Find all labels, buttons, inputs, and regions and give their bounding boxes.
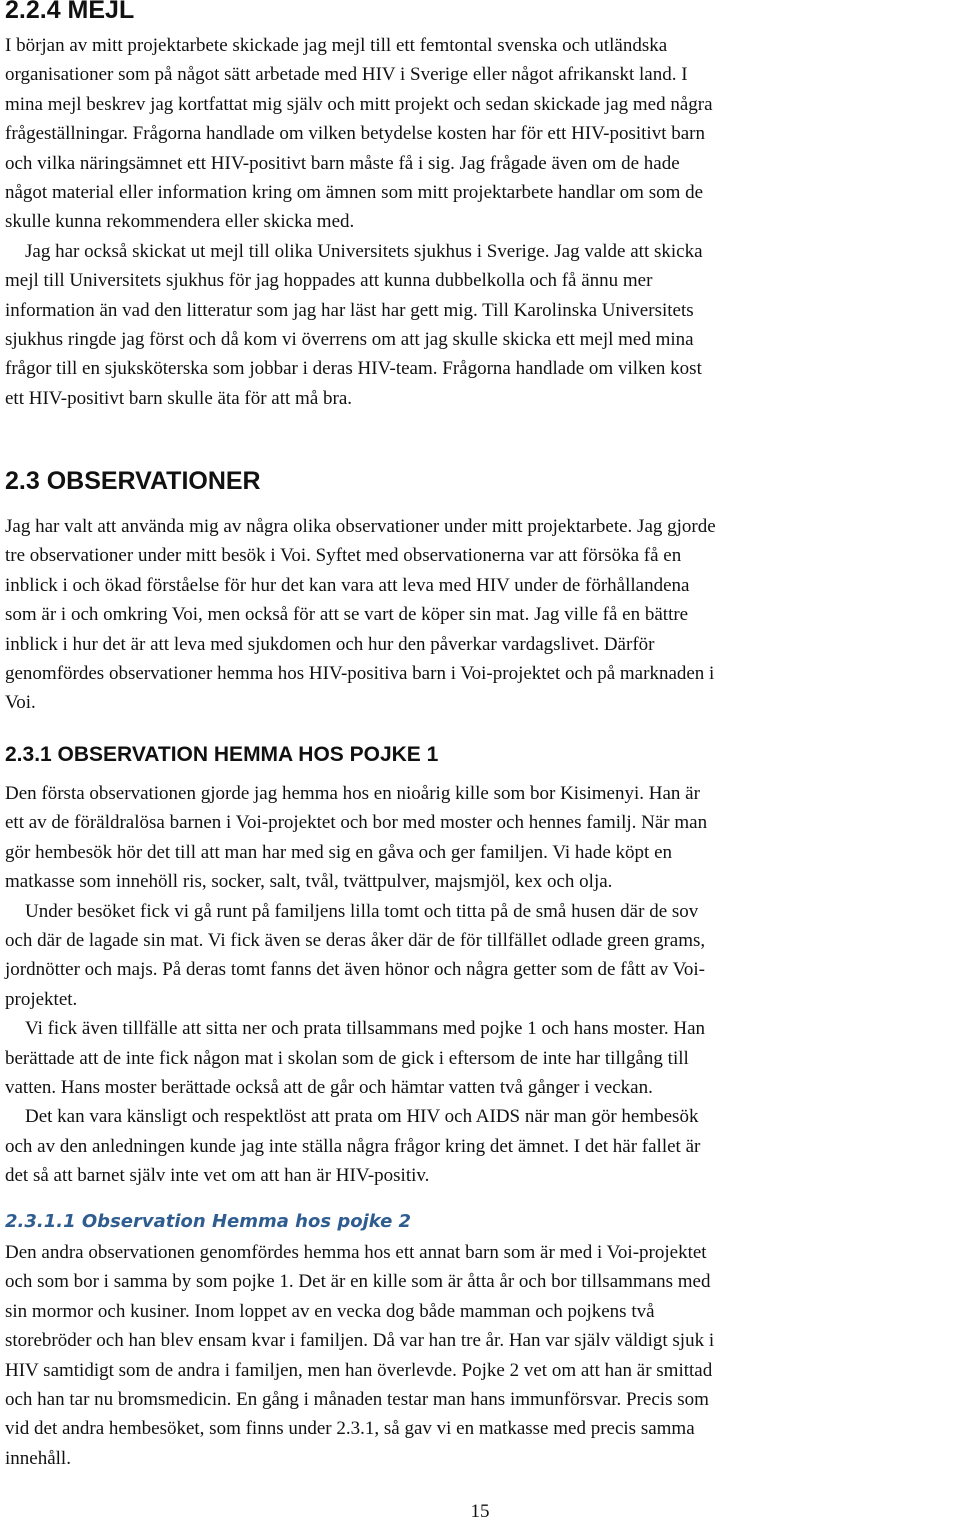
text-line: Under besöket fick vi gå runt på familjens lilla tomt och titta på de små husen där de sov xyxy=(25,900,699,922)
text-line: och vilka näringsämnet ett HIV-positivt barn måste få i sig. Jag frågade även om de hade xyxy=(5,152,680,174)
text-line: organisationer som på något sätt arbetade med HIV i Sverige eller något afrikanskt land. I xyxy=(5,64,688,86)
text-line: frågor till en sjuksköterska som jobbar i deras HIV-team. Frågorna handlade om vilken kost xyxy=(5,358,702,380)
paragraph-pojke-2 xyxy=(5,1238,960,1473)
text-line: I början av mitt projektarbete skickade jag mejl till ett femtontal svenska och utländska xyxy=(5,35,668,56)
text-line: sin mormor och kusiner. Inom loppet av en vecka dog både mamman och pojkens två xyxy=(5,1300,655,1322)
paragraph-observationer xyxy=(5,512,960,718)
text-line: inblick i och ökad förståelse för hur det kan vara att leva med HIV under de förhållandena xyxy=(5,574,690,596)
text-line: Jag har valt att använda mig av några olika observationer under mitt projektarbete. Jag gjorde xyxy=(5,516,716,537)
text-line: HIV samtidigt som de andra i familjen, men han överlevde. Pojke 2 vet om att han är smittad xyxy=(5,1359,713,1381)
text-line: ett av de föräldralösa barnen i Voi-projektet och bor med moster och hennes familj. När man xyxy=(5,812,708,834)
text-line: Voi. xyxy=(5,692,36,714)
text-line: Vi fick även tillfälle att sitta ner och prata tillsammans med pojke 1 och hans moster. Han xyxy=(25,1018,706,1040)
text-line: matkasse som innehöll ris, socker, salt, tvål, tvättpulver, majsmjöl, kex och olja. xyxy=(5,871,613,893)
text-line: Den andra observationen genomfördes hemma hos ett annat barn som är med i Voi-projektet xyxy=(5,1242,707,1263)
text-line: som är i och omkring Voi, men också för att se vart de köper sin mat. Jag ville få en bättre xyxy=(5,604,689,626)
text-line: frågeställningar. Frågorna handlade om vilken betydelse kosten har för ett HIV-positivt barn xyxy=(5,123,705,145)
text-line: och av den anledningen kunde jag inte ställa några frågor kring det ämnet. I det här fallet är xyxy=(5,1135,701,1157)
text-line: mina mejl beskrev jag kortfattat mig själv och mitt projekt och sedan skickade jag med några xyxy=(5,93,713,115)
text-line: vatten. Hans moster berättade också att de går och hämtar vatten två gånger i veckan. xyxy=(5,1076,653,1098)
text-line: information än vad den litteratur som jag har läst har gett mig. Till Karolinska Universitets xyxy=(5,299,694,321)
heading-pojke-2: 2.3.1.1 Observation Hemma hos pojke 2 xyxy=(5,1211,412,1232)
text-line: skulle kunna rekommendera eller skicka med. xyxy=(5,211,355,233)
text-line: och som bor i samma by som pojke 1. Det är en kille som är åtta år och bor tillsammans med xyxy=(5,1271,711,1293)
page-number: 15 xyxy=(470,1501,490,1522)
text-line: ett HIV-positivt barn skulle äta för att må bra. xyxy=(5,387,353,409)
text-line: inblick i hur det är att leva med sjukdomen och hur den påverkar vardagslivet. Därför xyxy=(5,633,655,655)
text-line: projektet. xyxy=(5,988,78,1010)
paragraph-mejl xyxy=(5,31,960,413)
text-line: innehåll. xyxy=(5,1447,71,1469)
text-line: genomfördes observationer hemma hos HIV-positiva barn i Voi-projektet och på marknaden i xyxy=(5,662,715,684)
text-line: det så att barnet själv inte vet om att han är HIV-positiv. xyxy=(5,1165,430,1187)
heading-pojke-1: 2.3.1 OBSERVATION HEMMA HOS POJKE 1 xyxy=(5,743,439,766)
text-line: och han tar nu bromsmedicin. En gång i månaden testar man hans immunförsvar. Precis som xyxy=(5,1388,709,1410)
text-line: något material eller information kring om ämnen som mitt projektarbete handlar om som de xyxy=(5,181,704,203)
text-line: mejl till Universitets sjukhus för jag hoppades att kunna dubbelkolla och få ännu mer xyxy=(5,270,653,292)
text-line: storebröder och han blev ensam kvar i familjen. Då var han tre år. Han var själv väldigt sjuk i xyxy=(5,1330,715,1352)
text-line: berättade att de inte fick någon mat i skolan som de gick i eftersom de inte har tillgång till xyxy=(5,1047,689,1069)
text-line: sjukhus ringde jag först och då kom vi överrens om att jag skulle skicka ett mejl med mina xyxy=(5,328,694,350)
text-line: gör hembesök hör det till att man har med sig en gåva och ger familjen. Vi hade köpt en xyxy=(5,841,673,863)
heading-observationer: 2.3 OBSERVATIONER xyxy=(5,467,261,495)
heading-mejl: 2.2.4 MEJL xyxy=(5,0,135,24)
text-line: tre observationer under mitt besök i Voi. Syftet med observationerna var att försöka få en xyxy=(5,545,682,567)
paragraph-pojke-1 xyxy=(5,779,960,1190)
text-line: och där de lagade sin mat. Vi fick även se deras åker där de för tillfället odlade green grams, xyxy=(5,929,706,951)
text-line: Den första observationen gjorde jag hemma hos en nioårig kille som bor Kisimenyi. Han är xyxy=(5,783,700,804)
text-line: jordnötter och majs. På deras tomt fanns det även hönor och några getter som de fått av Voi- xyxy=(5,959,705,981)
text-line: Jag har också skickat ut mejl till olika Universitets sjukhus i Sverige. Jag valde att skicka xyxy=(25,240,703,262)
text-line: Det kan vara känsligt och respektlöst att prata om HIV och AIDS när man gör hembesök xyxy=(25,1106,699,1128)
text-line: vid det andra hembesöket, som finns under 2.3.1, så gav vi en matkasse med precis samma xyxy=(5,1418,695,1440)
